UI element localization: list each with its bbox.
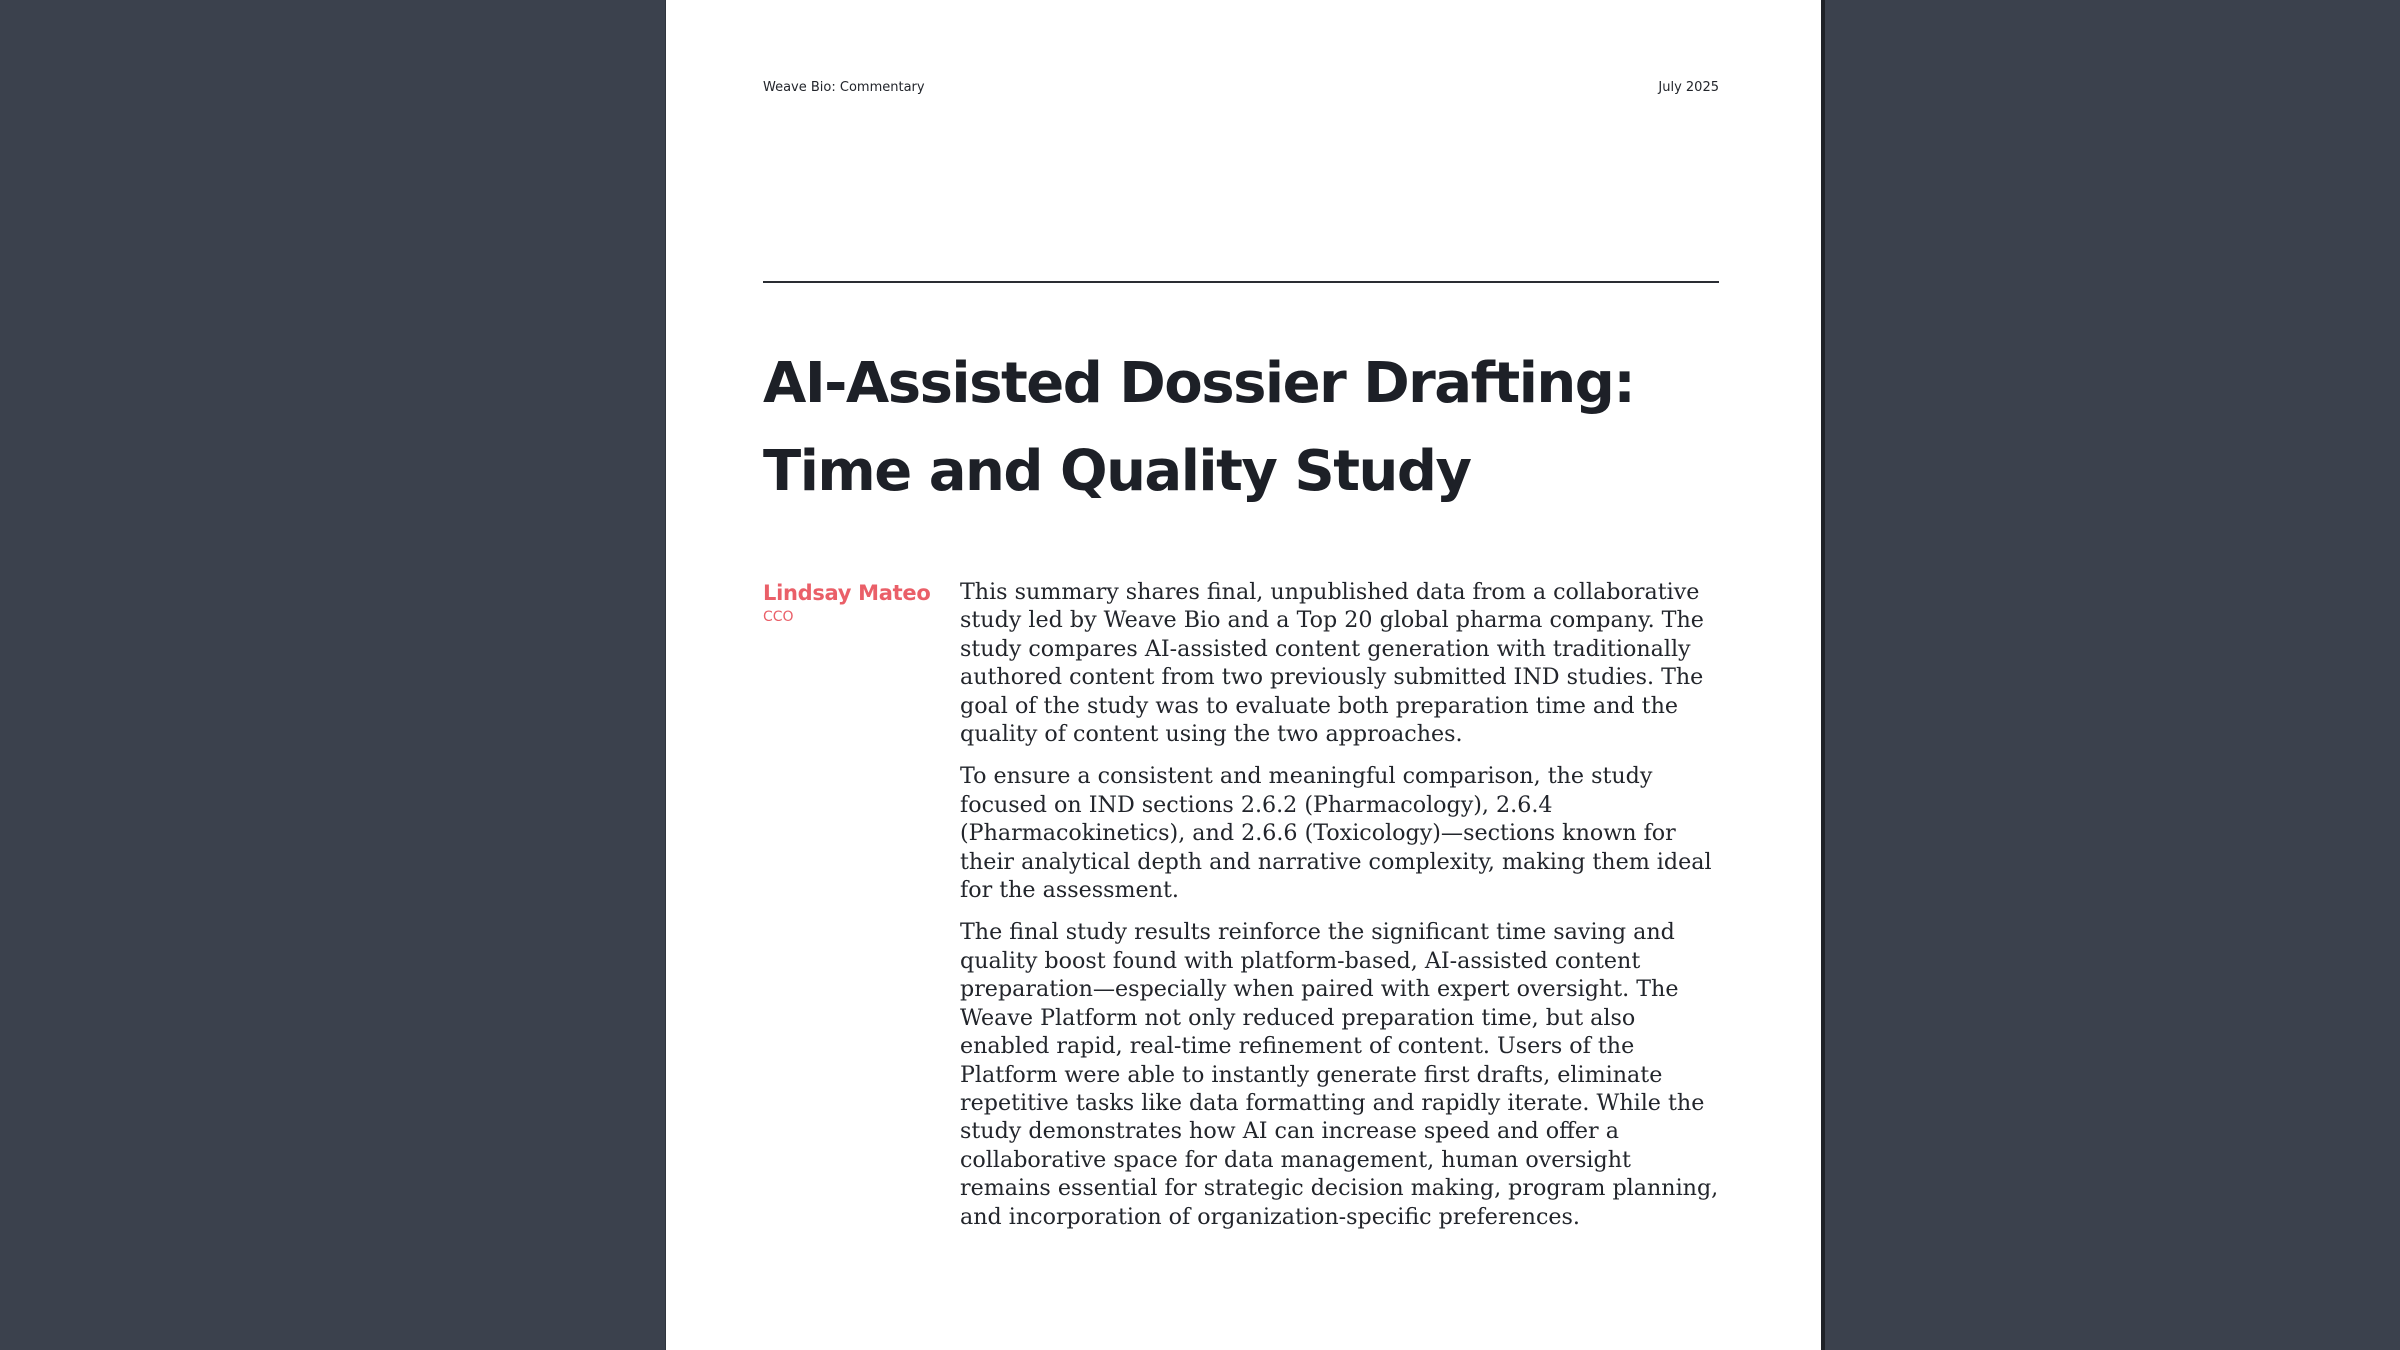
author-role: CCO (763, 609, 794, 625)
publication-date: July 2025 (1658, 80, 1719, 95)
author-name: Lindsay Mateo (763, 581, 931, 605)
paragraph-1: This summary shares final, unpublished data from a collaborative study led by Weave Bio and a Top 20 global pharma company. The study compares AI-assisted content generation with traditionally authored content from two previously submitted IND studies. The goal of the study was to evaluate both preparation time and the quality of content using the two approaches. (960, 579, 1704, 748)
publication-label: Weave Bio: Commentary (763, 80, 925, 95)
document-page (666, 0, 1821, 1350)
header-divider (763, 281, 1719, 283)
body-text (960, 578, 1726, 1245)
title-line-1: AI-Assisted Dossier Drafting: (763, 351, 1635, 416)
title-line-2: Time and Quality Study (763, 439, 1471, 504)
paragraph-3: The final study results reinforce the significant time saving and quality boost found with platform-based, AI-assisted content preparation—especially when paired with expert oversight. The Weave Platform not only reduced preparation time, but also enabled rapid, real-time refinement of content. Users of the Platform were able to instantly generate first drafts, eliminate repetitive tasks like data formatting and rapidly iterate. While the study demonstrates how AI can increase speed and offer a collaborative space for data management, human oversight remains essential for strategic decision making, program planning, and incorporation of organization-specific preferences. (960, 919, 1719, 1230)
author-block (763, 580, 943, 626)
document-title (763, 340, 1723, 516)
paragraph-2: To ensure a consistent and meaningful comparison, the study focused on IND sections 2.6.2 (Pharmacology), 2.6.4 (Pharmacokinetics), and 2.6.6 (Toxicology)—sections known for their analytical depth and narrative complexity, making them ideal for the assessment. (960, 763, 1712, 904)
running-header (763, 80, 1719, 100)
